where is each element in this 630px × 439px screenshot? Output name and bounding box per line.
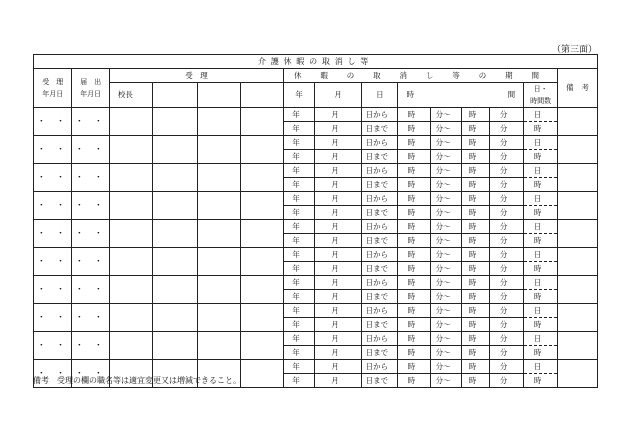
received-cell-1[interactable] bbox=[152, 136, 197, 164]
from-minute-end: 分 bbox=[490, 248, 524, 262]
page-label: （第三面） bbox=[551, 45, 597, 55]
received-cell-1[interactable] bbox=[152, 248, 197, 276]
to-minute-start: 分～ bbox=[431, 206, 462, 220]
received-cell-2[interactable] bbox=[198, 220, 241, 248]
received-blank-3 bbox=[241, 83, 284, 108]
from-minute-start: 分～ bbox=[431, 220, 462, 234]
received-cell-3[interactable] bbox=[241, 192, 284, 220]
from-year: 年 bbox=[284, 332, 315, 346]
to-month: 月 bbox=[314, 178, 362, 192]
received-cell-2[interactable] bbox=[198, 248, 241, 276]
from-hour-start: 時 bbox=[398, 276, 431, 290]
from-hour-start: 時 bbox=[398, 360, 431, 374]
to-hour-start: 時 bbox=[398, 150, 431, 164]
days-cell: 日 bbox=[524, 136, 558, 150]
from-month: 月 bbox=[314, 276, 362, 290]
to-year: 年 bbox=[284, 290, 315, 304]
to-year: 年 bbox=[284, 178, 315, 192]
received-blank-1 bbox=[152, 83, 197, 108]
principal-cell[interactable] bbox=[109, 248, 152, 276]
from-day: 日から bbox=[362, 192, 398, 206]
to-month: 月 bbox=[314, 122, 362, 136]
from-month: 月 bbox=[314, 304, 362, 318]
to-hour-end: 時 bbox=[461, 234, 489, 248]
days-cell: 日 bbox=[524, 220, 558, 234]
from-minute-start: 分～ bbox=[431, 108, 462, 122]
from-minute-end: 分 bbox=[490, 136, 524, 150]
principal-cell[interactable] bbox=[109, 136, 152, 164]
to-minute-end: 分 bbox=[490, 346, 524, 360]
principal-cell[interactable] bbox=[109, 220, 152, 248]
to-month: 月 bbox=[314, 206, 362, 220]
from-hour-start: 時 bbox=[398, 136, 431, 150]
to-day: 日まで bbox=[362, 346, 398, 360]
to-hour-end: 時 bbox=[461, 262, 489, 276]
to-month: 月 bbox=[314, 346, 362, 360]
received-cell-2[interactable] bbox=[198, 304, 241, 332]
to-hour-end: 時 bbox=[461, 346, 489, 360]
received-cell-3[interactable] bbox=[241, 304, 284, 332]
remarks-cell[interactable] bbox=[558, 304, 598, 332]
from-minute-start: 分～ bbox=[431, 164, 462, 178]
to-hour-start: 時 bbox=[398, 178, 431, 192]
to-year: 年 bbox=[284, 122, 315, 136]
to-day: 日まで bbox=[362, 318, 398, 332]
year-header: 年 bbox=[284, 83, 315, 108]
to-month: 月 bbox=[314, 374, 362, 388]
received-cell-3[interactable] bbox=[241, 108, 284, 136]
to-minute-start: 分～ bbox=[431, 346, 462, 360]
hours-cell: 時 bbox=[524, 150, 558, 164]
received-blank-2 bbox=[198, 83, 241, 108]
receipt-date-cell[interactable]: ・ ・ bbox=[34, 248, 72, 276]
to-hour-end: 時 bbox=[461, 290, 489, 304]
principal-cell[interactable] bbox=[109, 108, 152, 136]
to-hour-end: 時 bbox=[461, 206, 489, 220]
table-row bbox=[34, 360, 598, 374]
to-hour-start: 時 bbox=[398, 262, 431, 276]
days-cell: 日 bbox=[524, 304, 558, 318]
report-date-cell[interactable]: ・ ・ bbox=[72, 108, 109, 136]
to-minute-start: 分～ bbox=[431, 122, 462, 136]
from-month: 月 bbox=[314, 136, 362, 150]
principal-header: 校長 bbox=[109, 83, 152, 108]
to-minute-end: 分 bbox=[490, 234, 524, 248]
from-day: 日から bbox=[362, 304, 398, 318]
received-cell-2[interactable] bbox=[198, 136, 241, 164]
table-row bbox=[34, 136, 598, 150]
received-cell-3[interactable] bbox=[241, 276, 284, 304]
from-month: 月 bbox=[314, 248, 362, 262]
days-cell: 日 bbox=[524, 192, 558, 206]
report-date-cell[interactable]: ・ ・ bbox=[72, 164, 109, 192]
from-minute-start: 分～ bbox=[431, 136, 462, 150]
remarks-cell[interactable] bbox=[558, 248, 598, 276]
from-hour-start: 時 bbox=[398, 304, 431, 318]
to-day: 日まで bbox=[362, 206, 398, 220]
from-year: 年 bbox=[284, 220, 315, 234]
to-minute-start: 分～ bbox=[431, 290, 462, 304]
from-minute-end: 分 bbox=[490, 276, 524, 290]
principal-cell[interactable] bbox=[109, 164, 152, 192]
hours-cell: 時 bbox=[524, 262, 558, 276]
to-minute-start: 分～ bbox=[431, 374, 462, 388]
hours-cell: 時 bbox=[524, 290, 558, 304]
hours-cell: 時 bbox=[524, 234, 558, 248]
from-day: 日から bbox=[362, 248, 398, 262]
from-minute-start: 分～ bbox=[431, 304, 462, 318]
from-month: 月 bbox=[314, 108, 362, 122]
received-cell-1[interactable] bbox=[152, 192, 197, 220]
from-minute-start: 分～ bbox=[431, 360, 462, 374]
table-row bbox=[34, 220, 598, 234]
receipt-date-cell[interactable]: ・ ・ bbox=[34, 164, 72, 192]
leave-cancellation-table bbox=[33, 54, 598, 388]
to-hour-start: 時 bbox=[398, 290, 431, 304]
to-day: 日まで bbox=[362, 150, 398, 164]
from-hour-end: 時 bbox=[461, 248, 489, 262]
from-year: 年 bbox=[284, 136, 315, 150]
table-row bbox=[34, 276, 598, 290]
received-cell-2[interactable] bbox=[198, 108, 241, 136]
received-cell-1[interactable] bbox=[152, 108, 197, 136]
from-minute-start: 分～ bbox=[431, 192, 462, 206]
days-hours-header: 日・ 時間数 bbox=[524, 83, 558, 108]
receipt-date-cell[interactable]: ・ ・ bbox=[34, 276, 72, 304]
from-month: 月 bbox=[314, 220, 362, 234]
from-year: 年 bbox=[284, 164, 315, 178]
days-cell: 日 bbox=[524, 360, 558, 374]
table-row bbox=[34, 304, 598, 318]
from-day: 日から bbox=[362, 164, 398, 178]
from-minute-end: 分 bbox=[490, 192, 524, 206]
received-cell-3[interactable] bbox=[241, 136, 284, 164]
to-minute-end: 分 bbox=[490, 150, 524, 164]
to-hour-start: 時 bbox=[398, 374, 431, 388]
from-month: 月 bbox=[314, 192, 362, 206]
report-date-header: 届 出 年月日 bbox=[72, 69, 109, 108]
day-header: 日 bbox=[362, 83, 398, 108]
remarks-cell[interactable] bbox=[558, 332, 598, 360]
hours-cell: 時 bbox=[524, 346, 558, 360]
days-cell: 日 bbox=[524, 276, 558, 290]
received-cell-3[interactable] bbox=[241, 248, 284, 276]
period-header: 休 暇 の 取 消 し 等 の 期 間 bbox=[284, 69, 558, 83]
received-cell-1[interactable] bbox=[152, 304, 197, 332]
from-year: 年 bbox=[284, 360, 315, 374]
from-minute-end: 分 bbox=[490, 360, 524, 374]
to-hour-start: 時 bbox=[398, 318, 431, 332]
to-day: 日まで bbox=[362, 234, 398, 248]
days-cell: 日 bbox=[524, 164, 558, 178]
to-hour-start: 時 bbox=[398, 206, 431, 220]
remarks-cell[interactable] bbox=[558, 136, 598, 164]
to-minute-end: 分 bbox=[490, 122, 524, 136]
to-day: 日まで bbox=[362, 262, 398, 276]
to-year: 年 bbox=[284, 262, 315, 276]
from-year: 年 bbox=[284, 192, 315, 206]
from-month: 月 bbox=[314, 360, 362, 374]
time-header: 時 間 bbox=[398, 83, 524, 108]
report-date-cell[interactable]: ・ ・ bbox=[72, 220, 109, 248]
remarks-cell[interactable] bbox=[558, 276, 598, 304]
principal-cell[interactable] bbox=[109, 332, 152, 360]
to-day: 日まで bbox=[362, 290, 398, 304]
principal-cell[interactable] bbox=[109, 192, 152, 220]
to-hour-end: 時 bbox=[461, 178, 489, 192]
received-cell-2[interactable] bbox=[198, 164, 241, 192]
receipt-date-cell[interactable]: ・ ・ bbox=[34, 332, 72, 360]
days-cell: 日 bbox=[524, 332, 558, 346]
to-hour-end: 時 bbox=[461, 318, 489, 332]
table-row bbox=[34, 332, 598, 346]
remarks-cell[interactable] bbox=[558, 192, 598, 220]
to-minute-start: 分～ bbox=[431, 178, 462, 192]
received-cell-3[interactable] bbox=[241, 220, 284, 248]
from-year: 年 bbox=[284, 276, 315, 290]
from-minute-end: 分 bbox=[490, 164, 524, 178]
to-minute-end: 分 bbox=[490, 178, 524, 192]
hours-cell: 時 bbox=[524, 374, 558, 388]
from-day: 日から bbox=[362, 276, 398, 290]
month-header: 月 bbox=[314, 83, 362, 108]
to-minute-end: 分 bbox=[490, 290, 524, 304]
remarks-cell[interactable] bbox=[558, 108, 598, 136]
to-month: 月 bbox=[314, 150, 362, 164]
to-day: 日まで bbox=[362, 122, 398, 136]
to-month: 月 bbox=[314, 262, 362, 276]
from-minute-end: 分 bbox=[490, 332, 524, 346]
from-hour-start: 時 bbox=[398, 248, 431, 262]
receipt-date-cell[interactable]: ・ ・ bbox=[34, 192, 72, 220]
from-minute-end: 分 bbox=[490, 304, 524, 318]
from-hour-end: 時 bbox=[461, 220, 489, 234]
to-year: 年 bbox=[284, 318, 315, 332]
from-day: 日から bbox=[362, 136, 398, 150]
to-minute-end: 分 bbox=[490, 262, 524, 276]
table-row bbox=[34, 164, 598, 178]
to-hour-end: 時 bbox=[461, 150, 489, 164]
days-cell: 日 bbox=[524, 108, 558, 122]
from-hour-end: 時 bbox=[461, 332, 489, 346]
to-minute-end: 分 bbox=[490, 374, 524, 388]
from-year: 年 bbox=[284, 248, 315, 262]
from-hour-end: 時 bbox=[461, 276, 489, 290]
from-month: 月 bbox=[314, 332, 362, 346]
to-year: 年 bbox=[284, 150, 315, 164]
to-minute-end: 分 bbox=[490, 206, 524, 220]
to-hour-end: 時 bbox=[461, 122, 489, 136]
from-minute-start: 分～ bbox=[431, 332, 462, 346]
received-cell-1[interactable] bbox=[152, 276, 197, 304]
from-hour-start: 時 bbox=[398, 192, 431, 206]
from-hour-start: 時 bbox=[398, 164, 431, 178]
table-row bbox=[34, 248, 598, 262]
received-cell-1[interactable] bbox=[152, 332, 197, 360]
to-month: 月 bbox=[314, 234, 362, 248]
to-minute-end: 分 bbox=[490, 318, 524, 332]
days-cell: 日 bbox=[524, 248, 558, 262]
to-hour-start: 時 bbox=[398, 122, 431, 136]
from-hour-end: 時 bbox=[461, 164, 489, 178]
received-cell-3[interactable] bbox=[241, 332, 284, 360]
received-cell-2[interactable] bbox=[198, 192, 241, 220]
from-year: 年 bbox=[284, 304, 315, 318]
received-cell-3[interactable] bbox=[241, 360, 284, 388]
report-date-cell[interactable]: ・ ・ bbox=[72, 276, 109, 304]
from-day: 日から bbox=[362, 332, 398, 346]
from-day: 日から bbox=[362, 360, 398, 374]
to-month: 月 bbox=[314, 290, 362, 304]
hours-cell: 時 bbox=[524, 318, 558, 332]
from-minute-start: 分～ bbox=[431, 276, 462, 290]
hours-cell: 時 bbox=[524, 122, 558, 136]
receipt-date-cell[interactable]: ・ ・ bbox=[34, 304, 72, 332]
receipt-date-cell[interactable]: ・ ・ bbox=[34, 108, 72, 136]
from-day: 日から bbox=[362, 220, 398, 234]
from-minute-start: 分～ bbox=[431, 248, 462, 262]
table-row bbox=[34, 108, 598, 122]
from-minute-end: 分 bbox=[490, 108, 524, 122]
received-cell-1[interactable] bbox=[152, 220, 197, 248]
to-minute-start: 分～ bbox=[431, 234, 462, 248]
to-month: 月 bbox=[314, 318, 362, 332]
to-hour-start: 時 bbox=[398, 234, 431, 248]
from-hour-end: 時 bbox=[461, 304, 489, 318]
table-row bbox=[34, 192, 598, 206]
from-hour-end: 時 bbox=[461, 108, 489, 122]
from-hour-end: 時 bbox=[461, 192, 489, 206]
receipt-date-cell[interactable]: ・ ・ bbox=[34, 360, 72, 388]
hours-cell: 時 bbox=[524, 178, 558, 192]
footnote: 備考 受理の欄の職名等は適宜変更又は増減できること。 bbox=[33, 376, 241, 385]
from-hour-start: 時 bbox=[398, 220, 431, 234]
to-year: 年 bbox=[284, 374, 315, 388]
to-minute-start: 分～ bbox=[431, 150, 462, 164]
from-year: 年 bbox=[284, 108, 315, 122]
hours-cell: 時 bbox=[524, 206, 558, 220]
receipt-date-header: 受 理 年月日 bbox=[34, 69, 72, 108]
from-minute-end: 分 bbox=[490, 220, 524, 234]
to-day: 日まで bbox=[362, 374, 398, 388]
remarks-cell[interactable] bbox=[558, 164, 598, 192]
to-year: 年 bbox=[284, 206, 315, 220]
from-month: 月 bbox=[314, 164, 362, 178]
report-date-cell[interactable]: ・ ・ bbox=[72, 136, 109, 164]
from-hour-end: 時 bbox=[461, 360, 489, 374]
to-day: 日まで bbox=[362, 178, 398, 192]
report-date-cell[interactable]: ・ ・ bbox=[72, 248, 109, 276]
principal-cell[interactable] bbox=[109, 304, 152, 332]
from-day: 日から bbox=[362, 108, 398, 122]
received-cell-2[interactable] bbox=[198, 332, 241, 360]
to-year: 年 bbox=[284, 346, 315, 360]
received-cell-1[interactable] bbox=[152, 164, 197, 192]
to-minute-start: 分～ bbox=[431, 262, 462, 276]
received-header: 受 理 bbox=[109, 69, 283, 83]
report-date-cell[interactable]: ・ ・ bbox=[72, 360, 109, 388]
remarks-cell[interactable] bbox=[558, 360, 598, 388]
to-year: 年 bbox=[284, 234, 315, 248]
report-date-cell[interactable]: ・ ・ bbox=[72, 332, 109, 360]
received-cell-3[interactable] bbox=[241, 164, 284, 192]
remarks-cell[interactable] bbox=[558, 220, 598, 248]
table-title: 介護休暇の取消し等 bbox=[34, 55, 598, 69]
receipt-date-cell[interactable]: ・ ・ bbox=[34, 220, 72, 248]
to-hour-start: 時 bbox=[398, 346, 431, 360]
received-cell-2[interactable] bbox=[198, 276, 241, 304]
receipt-date-cell[interactable]: ・ ・ bbox=[34, 136, 72, 164]
to-minute-start: 分～ bbox=[431, 318, 462, 332]
report-date-cell[interactable]: ・ ・ bbox=[72, 192, 109, 220]
to-hour-end: 時 bbox=[461, 374, 489, 388]
remarks-header: 備 考 bbox=[558, 69, 598, 108]
principal-cell[interactable] bbox=[109, 276, 152, 304]
from-hour-end: 時 bbox=[461, 136, 489, 150]
from-hour-start: 時 bbox=[398, 108, 431, 122]
from-hour-start: 時 bbox=[398, 332, 431, 346]
report-date-cell[interactable]: ・ ・ bbox=[72, 304, 109, 332]
